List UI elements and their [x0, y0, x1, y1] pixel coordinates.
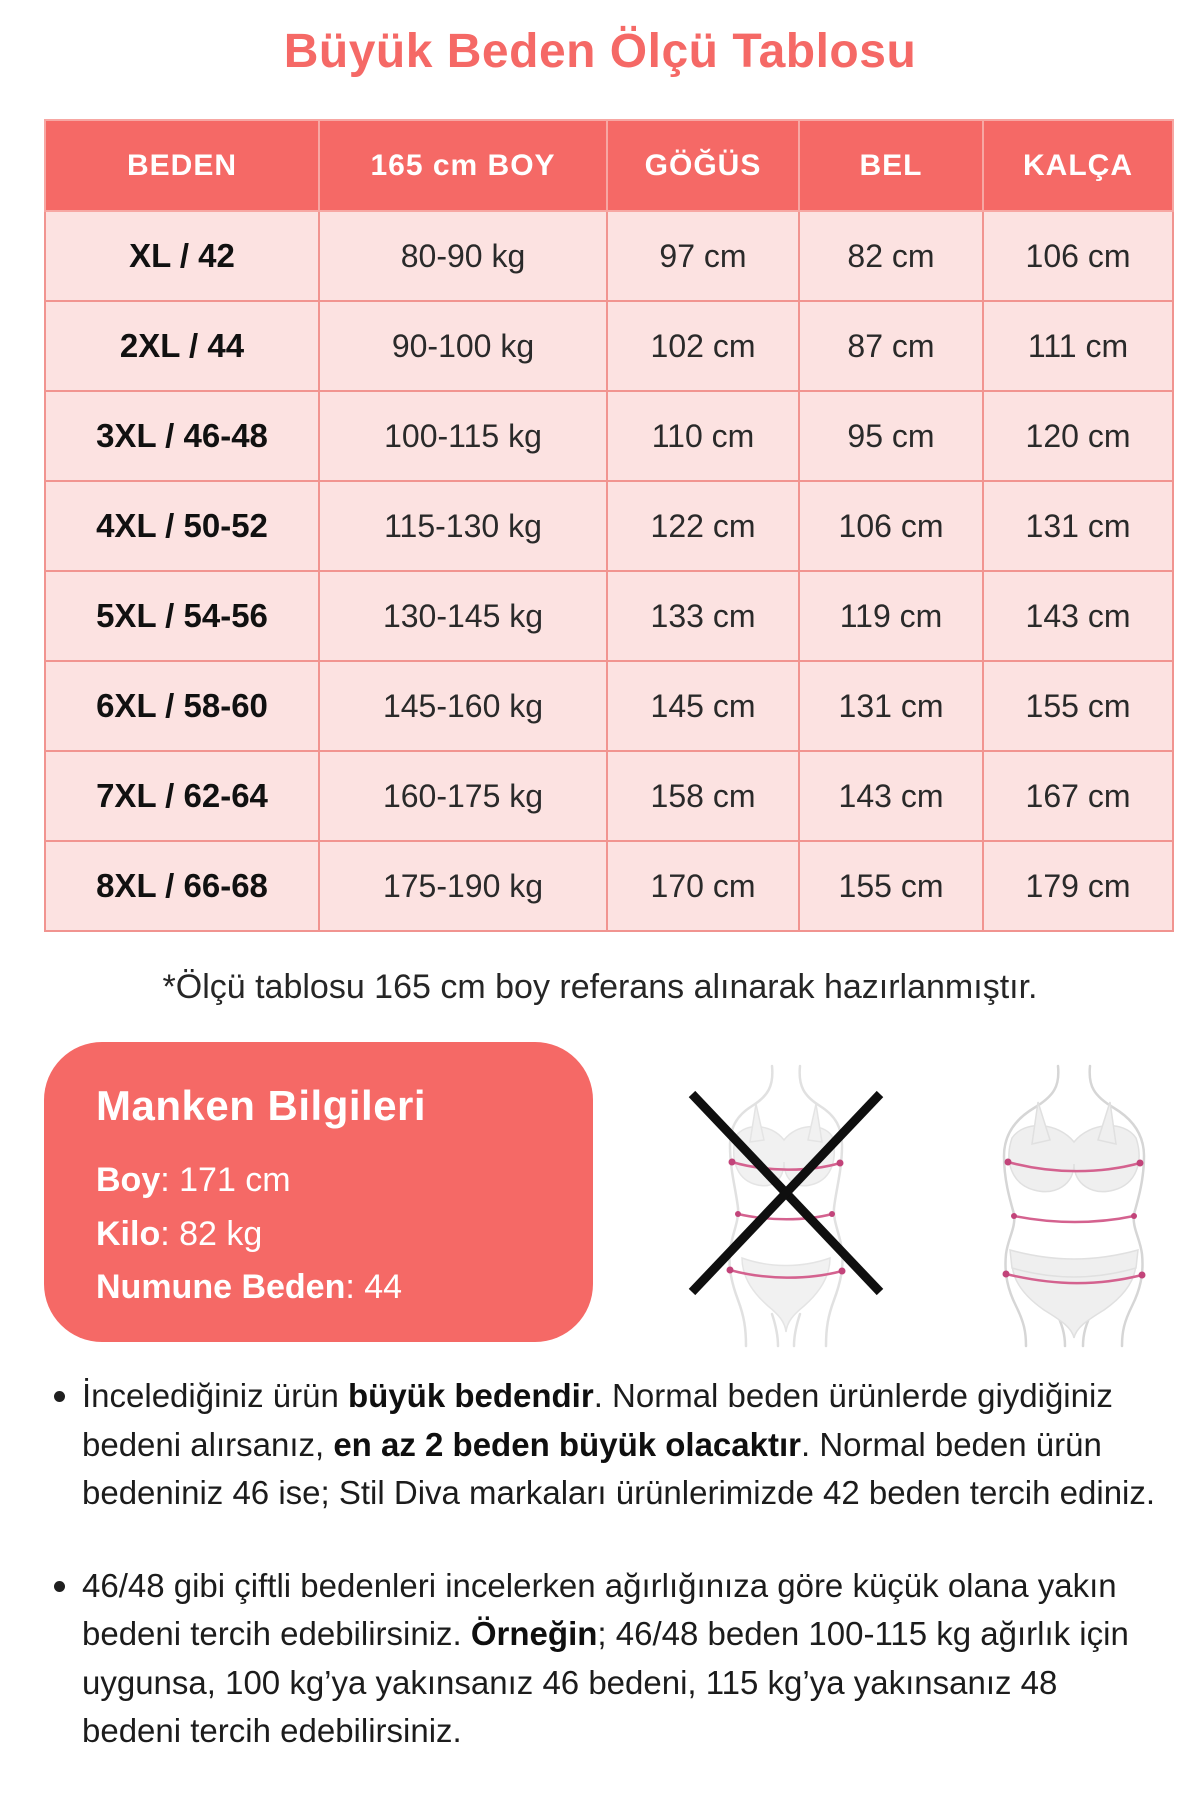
measure-cell: 120 cm — [983, 391, 1173, 481]
model-info-field: Numune Beden: 44 — [96, 1268, 403, 1307]
table-row — [45, 661, 1173, 751]
measure-cell: 119 cm — [799, 571, 983, 661]
measure-cell: 131 cm — [799, 661, 983, 751]
measure-cell: 80-90 kg — [319, 211, 607, 301]
size-cell: 7XL / 62-64 — [45, 751, 319, 841]
size-cell: 5XL / 54-56 — [45, 571, 319, 661]
x-mark-icon — [692, 1094, 880, 1292]
bullet-dot — [54, 1581, 65, 1592]
model-info-card — [44, 1042, 593, 1342]
crossed-out-slim-body-icon — [680, 1062, 892, 1348]
measure-cell: 133 cm — [607, 571, 799, 661]
model-info-field: Kilo: 82 kg — [96, 1214, 263, 1253]
measure-cell: 145-160 kg — [319, 661, 607, 751]
model-info-field: Boy: 171 cm — [96, 1161, 291, 1199]
measure-cell: 175-190 kg — [319, 841, 607, 931]
measure-cell: 111 cm — [983, 301, 1173, 391]
measure-cell: 82 cm — [799, 211, 983, 301]
table-footnote: *Ölçü tablosu 165 cm boy referans alınarak hazırlanmıştır. — [162, 968, 1038, 1006]
measure-cell: 167 cm — [983, 751, 1173, 841]
measure-cell: 158 cm — [607, 751, 799, 841]
table-row — [45, 571, 1173, 661]
measure-cell: 97 cm — [607, 211, 799, 301]
plus-size-body-icon — [968, 1062, 1180, 1348]
measure-cell: 179 cm — [983, 841, 1173, 931]
measurement-figures — [680, 1062, 1180, 1348]
measure-cell: 90-100 kg — [319, 301, 607, 391]
measure-cell: 155 cm — [799, 841, 983, 931]
measure-cell: 115-130 kg — [319, 481, 607, 571]
note-item — [44, 1562, 1160, 1756]
measure-cell: 143 cm — [983, 571, 1173, 661]
table-row — [45, 481, 1173, 571]
measure-cell: 130-145 kg — [319, 571, 607, 661]
page-title: Büyük Beden Ölçü Tablosu — [283, 25, 917, 78]
size-cell: 2XL / 44 — [45, 301, 319, 391]
header-cell: BEDEN — [45, 120, 319, 211]
size-cell: 4XL / 50-52 — [45, 481, 319, 571]
header-cell: 165 cm BOY — [319, 120, 607, 211]
size-table-header — [45, 120, 1173, 211]
table-row — [45, 301, 1173, 391]
table-row — [45, 841, 1173, 931]
note-text: 46/48 gibi çiftli bedenleri incelerken ağırlığınıza göre küçük olana yakın bedeni tercih edebilirsiniz. Örneğin; 46/48 beden 100-115 kg ağırlık için uygunsa, 100 kg’ya yakınsanız 46 bedeni, 115 kg’ya yakınsanız 48 bedeni tercih edebilirsiniz. — [82, 1566, 1129, 1749]
notes-list — [44, 1372, 1160, 1800]
measure-cell: 155 cm — [983, 661, 1173, 751]
size-cell: XL / 42 — [45, 211, 319, 301]
size-table-body — [45, 211, 1173, 931]
measure-cell: 102 cm — [607, 301, 799, 391]
size-table — [44, 119, 1174, 932]
measure-cell: 95 cm — [799, 391, 983, 481]
measure-cell: 110 cm — [607, 391, 799, 481]
bullet-dot — [54, 1391, 65, 1402]
size-cell: 3XL / 46-48 — [45, 391, 319, 481]
table-row — [45, 391, 1173, 481]
measure-cell: 106 cm — [983, 211, 1173, 301]
model-info-fields — [96, 1154, 563, 1315]
note-text: İncelediğiniz ürün büyük bedendir. Normal beden ürünlerde giydiğiniz bedeni alırsanız, en az 2 beden büyük olacaktır. Normal beden ürün bedeniniz 46 ise; Stil Diva markaları ürünlerimizde 42 beden tercih ediniz. — [82, 1377, 1156, 1511]
measure-cell: 143 cm — [799, 751, 983, 841]
table-row — [45, 211, 1173, 301]
measure-cell: 160-175 kg — [319, 751, 607, 841]
size-cell: 8XL / 66-68 — [45, 841, 319, 931]
model-info-title: Manken Bilgileri — [96, 1082, 427, 1129]
header-row — [45, 120, 1173, 211]
measure-cell: 87 cm — [799, 301, 983, 391]
note-item — [44, 1372, 1160, 1518]
measure-cell: 131 cm — [983, 481, 1173, 571]
measure-cell: 170 cm — [607, 841, 799, 931]
table-row — [45, 751, 1173, 841]
size-cell: 6XL / 58-60 — [45, 661, 319, 751]
measure-cell: 106 cm — [799, 481, 983, 571]
measure-cell: 145 cm — [607, 661, 799, 751]
measure-cell: 122 cm — [607, 481, 799, 571]
header-cell: GÖĞÜS — [607, 120, 799, 211]
header-cell: BEL — [799, 120, 983, 211]
measure-cell: 100-115 kg — [319, 391, 607, 481]
header-cell: KALÇA — [983, 120, 1173, 211]
